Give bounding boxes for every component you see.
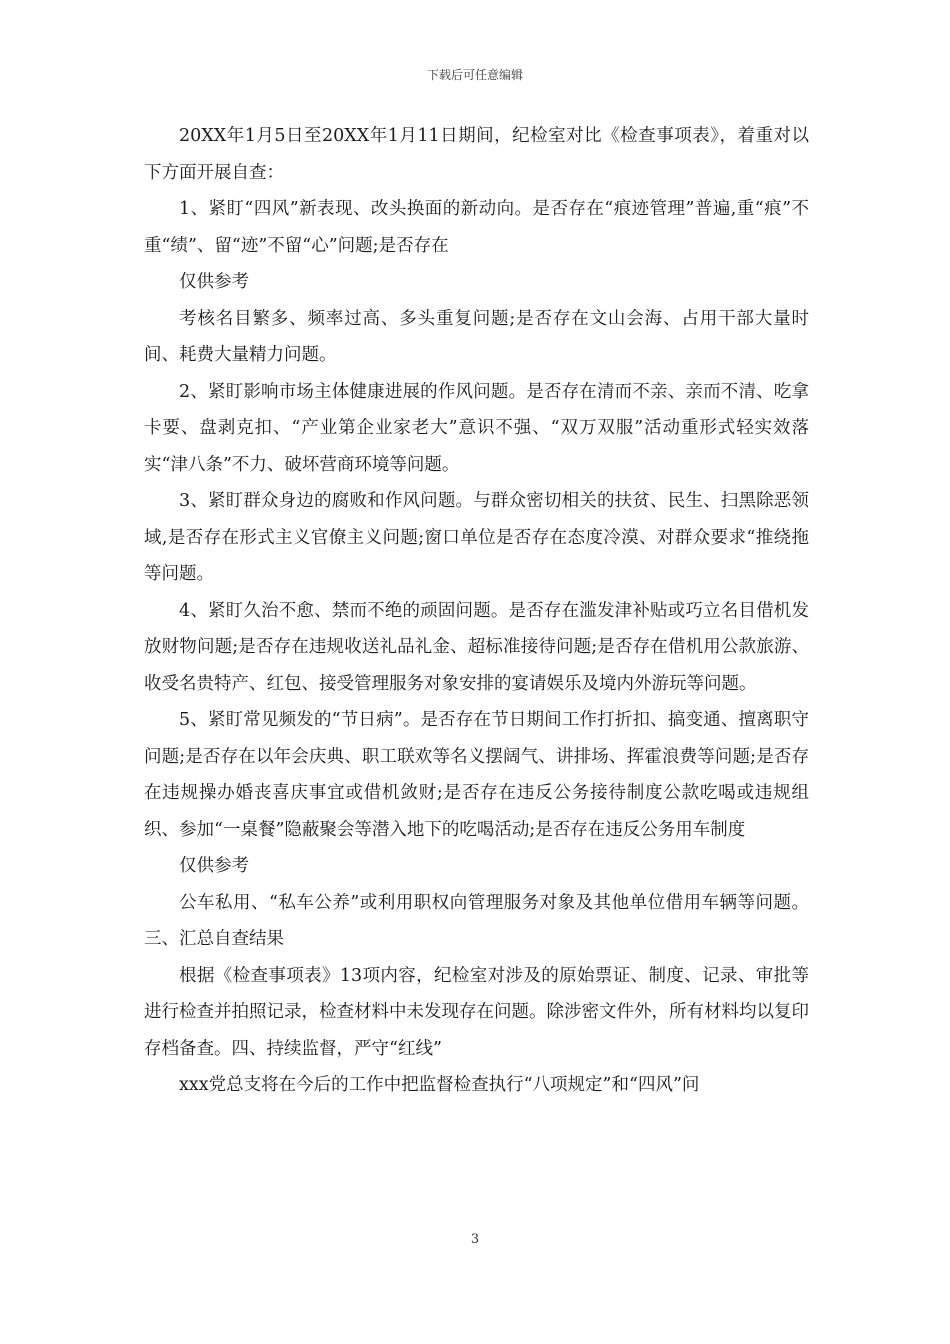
paragraph: 公车私用、“私车公养”或利用职权向管理服务对象及其他单位借用车辆等问题。三、汇总自查结果	[144, 892, 809, 949]
paragraph: 2、紧盯影响市场主体健康进展的作风问题。是否存在清而不亲、亲而不清、吃拿卡要、盘剥克扣、“产业第企业家老大”意识不强、“双万双服”活动重形式轻实效落实“津八条”不力、破坏营商环境等问题。	[144, 381, 809, 475]
paragraph: 5、紧盯常见频发的“节日病”。是否存在节日期间工作打折扣、搞变通、擅离职守问题;是否存在以年会庆典、职工联欢等名义摆阔气、讲排场、挥霍浪费等问题;是否存在违规操办婚丧喜庆事宜或借机敛财;是否存在违反公务接待制度公款吃喝或违规组织、参加“一桌餐”隐蔽聚会等潜入地下的吃喝活动;是否存在违反公务用车制度	[144, 710, 809, 840]
page-number: 3	[470, 1232, 480, 1247]
paragraph: 20XX年1月5日至20XX年1月11日期间，纪检室对比《检查事项表》，着重对以下方面开展自查：	[144, 126, 809, 183]
page-header-note: 下载后可任意编辑	[426, 68, 523, 82]
paragraph: 1、紧盯“四风”新表现、改头换面的新动向。是否存在“痕迹管理”普遍,重“痕”不重“绩”、留“迹”不留“心”问题;是否存在	[144, 199, 809, 256]
document-body	[144, 118, 809, 1104]
paragraph: 4、紧盯久治不愈、禁而不绝的顽固问题。是否存在滥发津补贴或巧立名目借机发放财物问题;是否存在违规收送礼品礼金、超标准接待问题;是否存在借机用公款旅游、收受名贵特产、红包、接受管理服务对象安排的宴请娱乐及境内外游玩等问题。	[144, 600, 809, 694]
paragraph: 根据《检查事项表》13项内容，纪检室对涉及的原始票证、制度、记录、审批等进行检查并拍照记录，检查材料中未发现存在问题。除涉密文件外，所有材料均以复印存档备查。四、持续监督，严守“红线”	[144, 965, 809, 1059]
reference-note: 仅供参考	[179, 856, 249, 876]
reference-note: 仅供参考	[179, 272, 249, 292]
paragraph: 考核名目繁多、频率过高、多头重复问题;是否存在文山会海、占用干部大量时间、耗费大量精力问题。	[144, 308, 809, 365]
paragraph: 3、紧盯群众身边的腐败和作风问题。与群众密切相关的扶贫、民生、扫黑除恶领域,是否存在形式主义官僚主义问题;窗口单位是否存在态度冷漠、对群众要求“推绕拖等问题。	[144, 491, 809, 584]
paragraph: xxx党总支将在今后的工作中把监督检查执行“八项规定”和“四风”问	[179, 1075, 700, 1095]
